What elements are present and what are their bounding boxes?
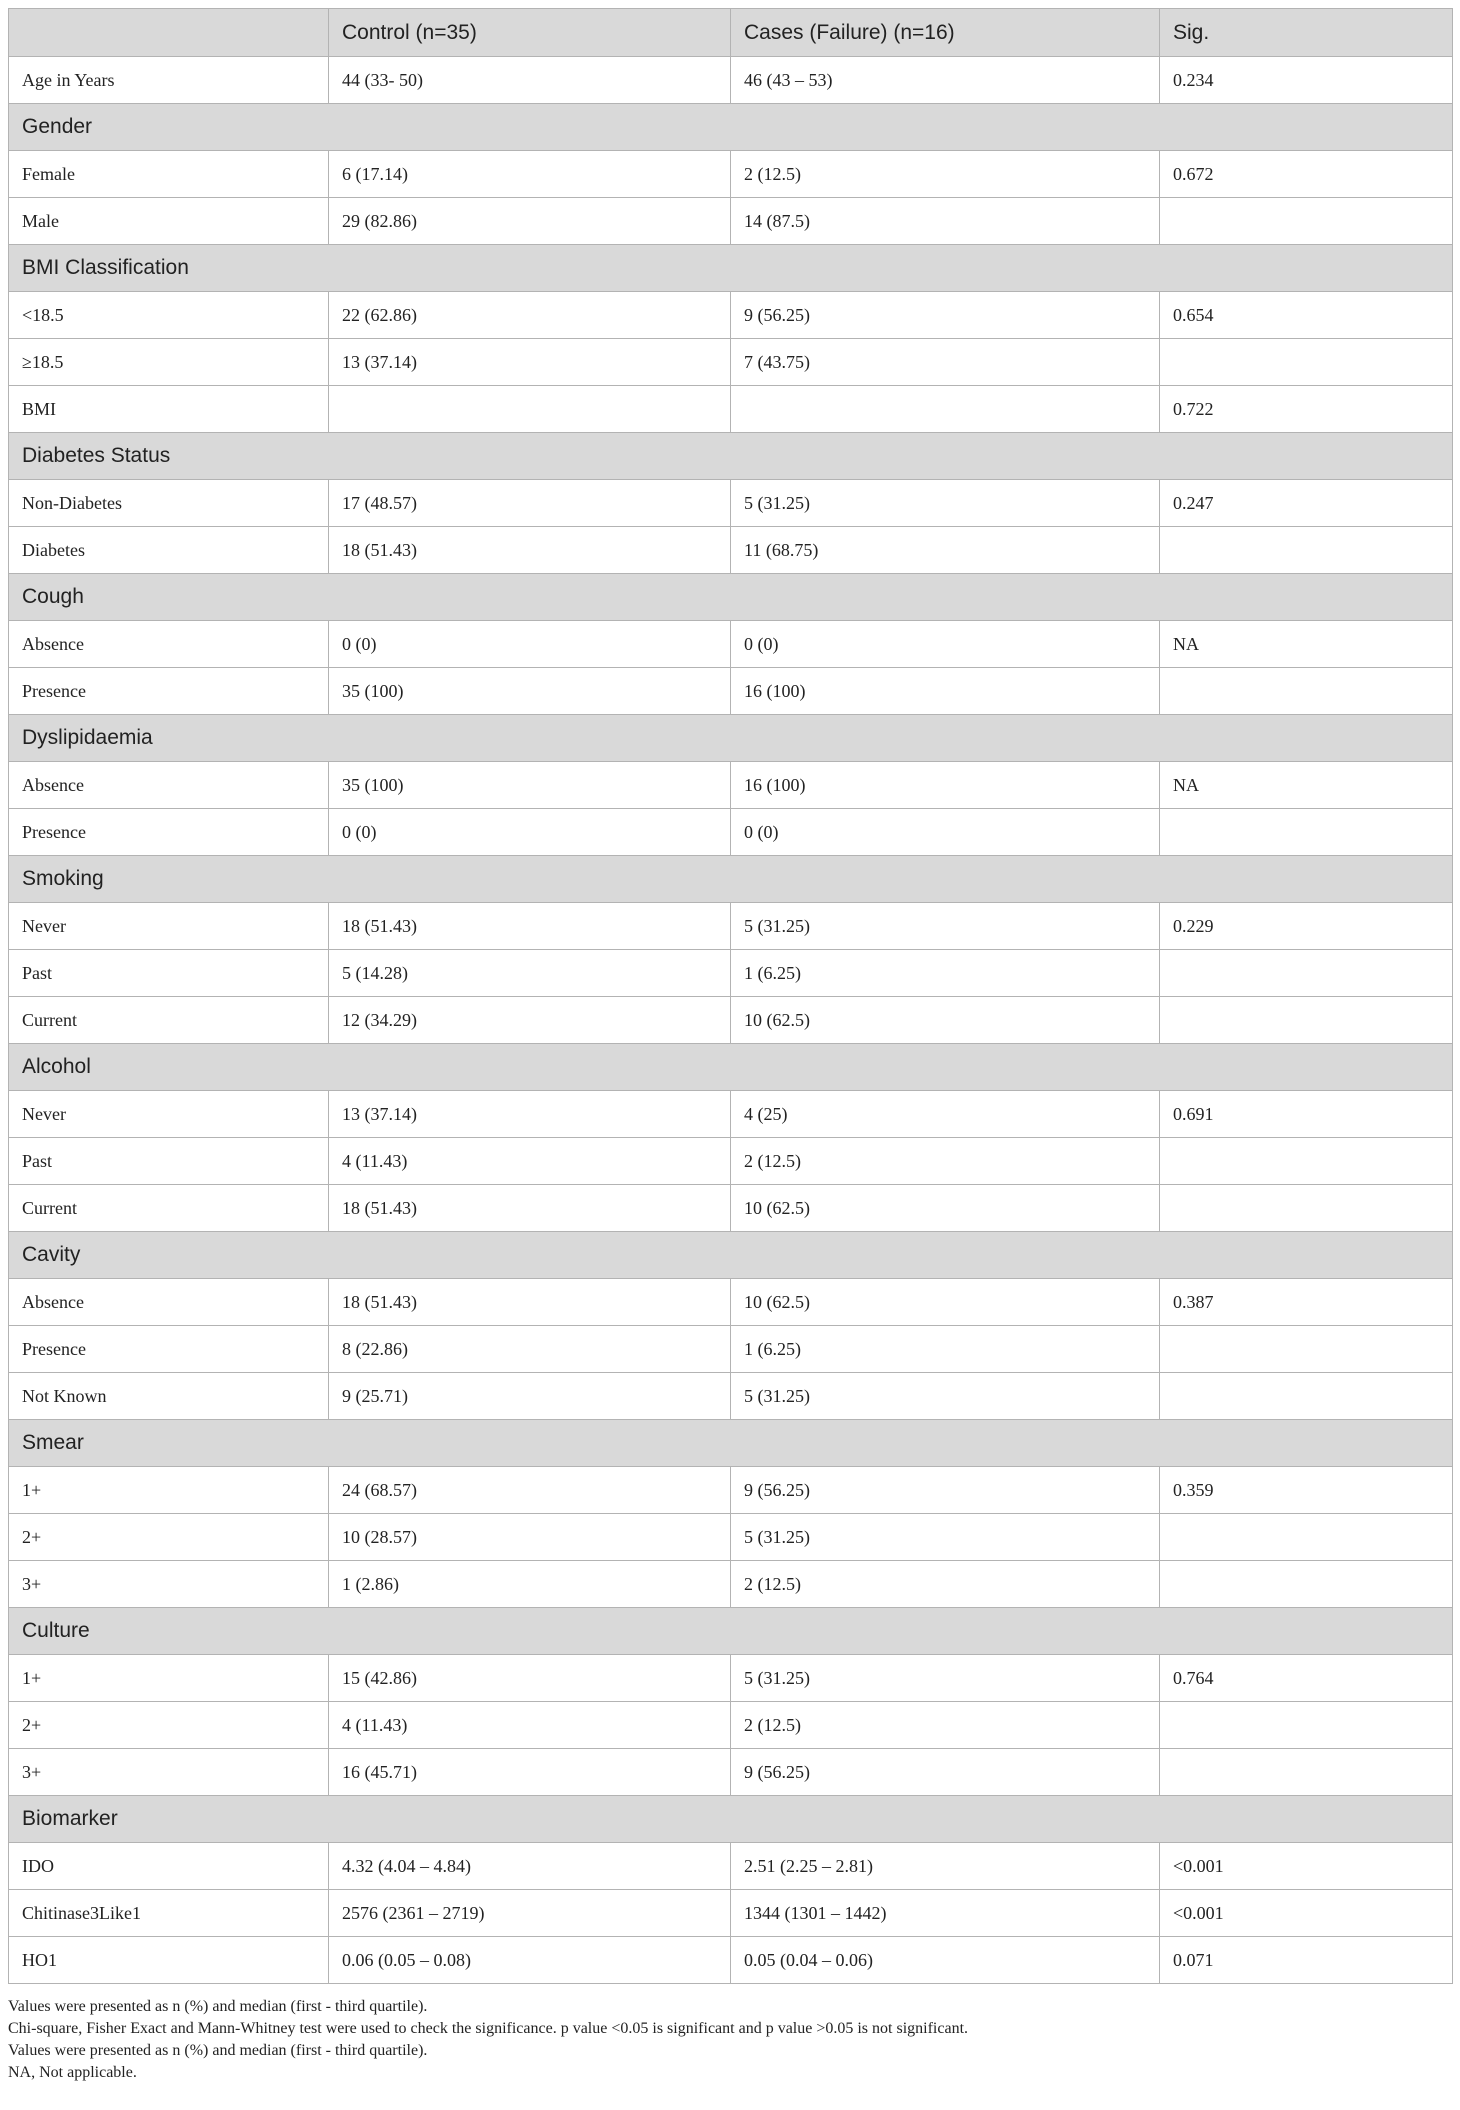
table-row bbox=[9, 997, 1453, 1044]
section-row bbox=[9, 574, 1453, 621]
cell-control: 17 (48.57) bbox=[329, 480, 731, 527]
cell-variable: Female bbox=[9, 151, 329, 198]
cell-cases: 1344 (1301 – 1442) bbox=[731, 1890, 1160, 1937]
cell-significance: 0.234 bbox=[1160, 57, 1453, 104]
cell-significance: NA bbox=[1160, 762, 1453, 809]
cell-variable: 3+ bbox=[9, 1749, 329, 1796]
table-row bbox=[9, 1655, 1453, 1702]
footnote: NA, Not applicable. bbox=[8, 2064, 137, 2081]
section-label: Smear bbox=[9, 1420, 1453, 1467]
section-label: Biomarker bbox=[9, 1796, 1453, 1843]
cell-control: 8 (22.86) bbox=[329, 1326, 731, 1373]
cell-cases: 5 (31.25) bbox=[731, 1373, 1160, 1420]
cell-cases: 5 (31.25) bbox=[731, 1514, 1160, 1561]
cell-significance bbox=[1160, 198, 1453, 245]
cell-variable: Absence bbox=[9, 621, 329, 668]
header-control: Control (n=35) bbox=[329, 9, 731, 57]
section-row bbox=[9, 1420, 1453, 1467]
cell-control: 44 (33- 50) bbox=[329, 57, 731, 104]
table-row bbox=[9, 1937, 1453, 1984]
cell-significance bbox=[1160, 1749, 1453, 1796]
cell-control: 4.32 (4.04 – 4.84) bbox=[329, 1843, 731, 1890]
characteristics-table bbox=[8, 8, 1453, 1984]
cell-variable: Presence bbox=[9, 809, 329, 856]
cell-significance bbox=[1160, 997, 1453, 1044]
table-row bbox=[9, 1326, 1453, 1373]
header-variable bbox=[9, 9, 329, 57]
cell-significance: 0.672 bbox=[1160, 151, 1453, 198]
cell-variable: Chitinase3Like1 bbox=[9, 1890, 329, 1937]
table-row bbox=[9, 668, 1453, 715]
cell-variable: Diabetes bbox=[9, 527, 329, 574]
table-row bbox=[9, 1890, 1453, 1937]
cell-control: 18 (51.43) bbox=[329, 1185, 731, 1232]
cell-significance: <0.001 bbox=[1160, 1843, 1453, 1890]
cell-significance bbox=[1160, 1138, 1453, 1185]
cell-variable: Never bbox=[9, 1091, 329, 1138]
section-label: Smoking bbox=[9, 856, 1453, 903]
section-label: BMI Classification bbox=[9, 245, 1453, 292]
cell-control: 10 (28.57) bbox=[329, 1514, 731, 1561]
cell-significance: 0.229 bbox=[1160, 903, 1453, 950]
cell-control: 35 (100) bbox=[329, 762, 731, 809]
cell-cases: 2 (12.5) bbox=[731, 1138, 1160, 1185]
cell-significance: 0.387 bbox=[1160, 1279, 1453, 1326]
cell-cases: 9 (56.25) bbox=[731, 1467, 1160, 1514]
cell-cases: 10 (62.5) bbox=[731, 1279, 1160, 1326]
cell-cases: 10 (62.5) bbox=[731, 997, 1160, 1044]
cell-variable: Not Known bbox=[9, 1373, 329, 1420]
cell-control: 2576 (2361 – 2719) bbox=[329, 1890, 731, 1937]
cell-variable: Current bbox=[9, 1185, 329, 1232]
cell-cases: 46 (43 – 53) bbox=[731, 57, 1160, 104]
table-row bbox=[9, 339, 1453, 386]
cell-cases: 9 (56.25) bbox=[731, 292, 1160, 339]
table-row bbox=[9, 1185, 1453, 1232]
cell-control: 4 (11.43) bbox=[329, 1702, 731, 1749]
cell-cases: 5 (31.25) bbox=[731, 903, 1160, 950]
header-row bbox=[9, 9, 1453, 57]
cell-variable: BMI bbox=[9, 386, 329, 433]
table-row bbox=[9, 762, 1453, 809]
cell-cases: 1 (6.25) bbox=[731, 950, 1160, 997]
table-row bbox=[9, 1561, 1453, 1608]
cell-variable: 1+ bbox=[9, 1655, 329, 1702]
table-row bbox=[9, 1279, 1453, 1326]
table-row bbox=[9, 57, 1453, 104]
cell-significance: 0.764 bbox=[1160, 1655, 1453, 1702]
cell-significance bbox=[1160, 1561, 1453, 1608]
cell-control: 0 (0) bbox=[329, 621, 731, 668]
table-row bbox=[9, 1138, 1453, 1185]
table-row bbox=[9, 198, 1453, 245]
cell-significance bbox=[1160, 668, 1453, 715]
cell-cases: 5 (31.25) bbox=[731, 480, 1160, 527]
cell-control: 15 (42.86) bbox=[329, 1655, 731, 1702]
cell-significance: 0.654 bbox=[1160, 292, 1453, 339]
cell-control: 35 (100) bbox=[329, 668, 731, 715]
table-row bbox=[9, 1467, 1453, 1514]
cell-control: 0 (0) bbox=[329, 809, 731, 856]
cell-control: 1 (2.86) bbox=[329, 1561, 731, 1608]
cell-control: 9 (25.71) bbox=[329, 1373, 731, 1420]
cell-significance bbox=[1160, 809, 1453, 856]
cell-control: 13 (37.14) bbox=[329, 339, 731, 386]
cell-significance bbox=[1160, 339, 1453, 386]
footnote: Values were presented as n (%) and median (first - third quartile). bbox=[8, 1998, 428, 2015]
cell-significance bbox=[1160, 1326, 1453, 1373]
section-label: Alcohol bbox=[9, 1044, 1453, 1091]
header-cases: Cases (Failure) (n=16) bbox=[731, 9, 1160, 57]
cell-control: 12 (34.29) bbox=[329, 997, 731, 1044]
section-row bbox=[9, 433, 1453, 480]
cell-variable: IDO bbox=[9, 1843, 329, 1890]
cell-significance bbox=[1160, 1373, 1453, 1420]
table-container bbox=[8, 8, 1452, 2084]
cell-variable: 2+ bbox=[9, 1514, 329, 1561]
cell-cases: 5 (31.25) bbox=[731, 1655, 1160, 1702]
cell-cases: 14 (87.5) bbox=[731, 198, 1160, 245]
cell-control: 18 (51.43) bbox=[329, 1279, 731, 1326]
cell-variable: Non-Diabetes bbox=[9, 480, 329, 527]
cell-significance bbox=[1160, 527, 1453, 574]
section-label: Culture bbox=[9, 1608, 1453, 1655]
table-body bbox=[9, 57, 1453, 1984]
cell-control: 5 (14.28) bbox=[329, 950, 731, 997]
cell-control: 18 (51.43) bbox=[329, 527, 731, 574]
table-row bbox=[9, 809, 1453, 856]
table-row bbox=[9, 621, 1453, 668]
cell-significance: NA bbox=[1160, 621, 1453, 668]
section-row bbox=[9, 245, 1453, 292]
table-footnotes bbox=[8, 1996, 1452, 2084]
cell-cases: 9 (56.25) bbox=[731, 1749, 1160, 1796]
cell-variable: 3+ bbox=[9, 1561, 329, 1608]
cell-cases: 0 (0) bbox=[731, 809, 1160, 856]
footnote: Chi-square, Fisher Exact and Mann-Whitney test were used to check the significance. p value <0.05 is significant and p value >0.05 is not significant. bbox=[8, 2020, 969, 2037]
cell-significance: 0.071 bbox=[1160, 1937, 1453, 1984]
cell-variable: ≥18.5 bbox=[9, 339, 329, 386]
cell-control: 29 (82.86) bbox=[329, 198, 731, 245]
section-label: Diabetes Status bbox=[9, 433, 1453, 480]
table-row bbox=[9, 1091, 1453, 1138]
cell-significance: 0.359 bbox=[1160, 1467, 1453, 1514]
cell-control: 22 (62.86) bbox=[329, 292, 731, 339]
table-row bbox=[9, 1514, 1453, 1561]
section-row bbox=[9, 856, 1453, 903]
cell-cases: 16 (100) bbox=[731, 762, 1160, 809]
cell-variable: 1+ bbox=[9, 1467, 329, 1514]
table-row bbox=[9, 386, 1453, 433]
cell-variable: Presence bbox=[9, 668, 329, 715]
cell-cases: 16 (100) bbox=[731, 668, 1160, 715]
section-row bbox=[9, 1796, 1453, 1843]
cell-control: 18 (51.43) bbox=[329, 903, 731, 950]
cell-cases: 2 (12.5) bbox=[731, 1702, 1160, 1749]
cell-significance: 0.722 bbox=[1160, 386, 1453, 433]
cell-cases: 0 (0) bbox=[731, 621, 1160, 668]
table-row bbox=[9, 950, 1453, 997]
section-row bbox=[9, 1608, 1453, 1655]
cell-cases: 0.05 (0.04 – 0.06) bbox=[731, 1937, 1160, 1984]
cell-control: 4 (11.43) bbox=[329, 1138, 731, 1185]
cell-control: 0.06 (0.05 – 0.08) bbox=[329, 1937, 731, 1984]
table-row bbox=[9, 151, 1453, 198]
section-label: Gender bbox=[9, 104, 1453, 151]
cell-control: 16 (45.71) bbox=[329, 1749, 731, 1796]
table-row bbox=[9, 1843, 1453, 1890]
section-row bbox=[9, 1232, 1453, 1279]
cell-variable: Absence bbox=[9, 762, 329, 809]
cell-control: 24 (68.57) bbox=[329, 1467, 731, 1514]
cell-cases: 11 (68.75) bbox=[731, 527, 1160, 574]
section-label: Dyslipidaemia bbox=[9, 715, 1453, 762]
cell-control: 6 (17.14) bbox=[329, 151, 731, 198]
table-row bbox=[9, 1373, 1453, 1420]
cell-cases: 1 (6.25) bbox=[731, 1326, 1160, 1373]
cell-variable: Male bbox=[9, 198, 329, 245]
cell-variable: Past bbox=[9, 950, 329, 997]
cell-significance: 0.247 bbox=[1160, 480, 1453, 527]
cell-cases: 7 (43.75) bbox=[731, 339, 1160, 386]
table-row bbox=[9, 527, 1453, 574]
table-row bbox=[9, 1749, 1453, 1796]
table-row bbox=[9, 292, 1453, 339]
section-row bbox=[9, 1044, 1453, 1091]
cell-cases: 2 (12.5) bbox=[731, 1561, 1160, 1608]
section-label: Cavity bbox=[9, 1232, 1453, 1279]
cell-cases: 4 (25) bbox=[731, 1091, 1160, 1138]
cell-variable: Past bbox=[9, 1138, 329, 1185]
cell-significance bbox=[1160, 1514, 1453, 1561]
table-row bbox=[9, 1702, 1453, 1749]
header-significance: Sig. bbox=[1160, 9, 1453, 57]
table-row bbox=[9, 480, 1453, 527]
section-label: Cough bbox=[9, 574, 1453, 621]
cell-cases: 10 (62.5) bbox=[731, 1185, 1160, 1232]
cell-significance bbox=[1160, 1185, 1453, 1232]
cell-variable: <18.5 bbox=[9, 292, 329, 339]
cell-significance: <0.001 bbox=[1160, 1890, 1453, 1937]
cell-control bbox=[329, 386, 731, 433]
cell-variable: Presence bbox=[9, 1326, 329, 1373]
cell-variable: 2+ bbox=[9, 1702, 329, 1749]
cell-cases: 2 (12.5) bbox=[731, 151, 1160, 198]
cell-variable: Absence bbox=[9, 1279, 329, 1326]
cell-significance bbox=[1160, 950, 1453, 997]
table-row bbox=[9, 903, 1453, 950]
cell-variable: Age in Years bbox=[9, 57, 329, 104]
table-header bbox=[9, 9, 1453, 57]
cell-control: 13 (37.14) bbox=[329, 1091, 731, 1138]
cell-significance bbox=[1160, 1702, 1453, 1749]
section-row bbox=[9, 715, 1453, 762]
footnote: Values were presented as n (%) and median (first - third quartile). bbox=[8, 2042, 428, 2059]
cell-variable: HO1 bbox=[9, 1937, 329, 1984]
cell-variable: Current bbox=[9, 997, 329, 1044]
section-row bbox=[9, 104, 1453, 151]
cell-cases bbox=[731, 386, 1160, 433]
cell-variable: Never bbox=[9, 903, 329, 950]
cell-significance: 0.691 bbox=[1160, 1091, 1453, 1138]
cell-cases: 2.51 (2.25 – 2.81) bbox=[731, 1843, 1160, 1890]
